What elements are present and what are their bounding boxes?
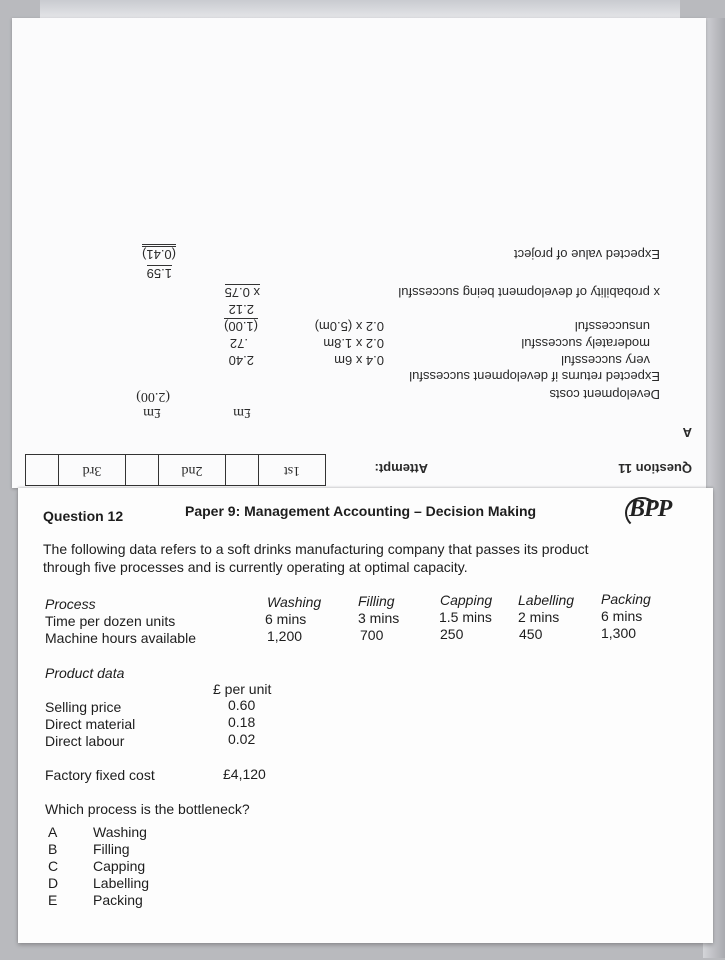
question-text: Which process is the bottleneck? bbox=[45, 801, 250, 817]
process-name: Labelling bbox=[518, 592, 575, 608]
product-data-label: Product data bbox=[45, 665, 125, 681]
question-11-rotated-content bbox=[12, 18, 706, 488]
attempt-3rd: 3rd bbox=[58, 455, 125, 485]
after-probability-value: 1.59 bbox=[146, 266, 172, 281]
option-text: Packing bbox=[93, 892, 143, 908]
attempt-2nd: 2nd bbox=[158, 455, 225, 485]
subtotal-value: 2.12 bbox=[228, 302, 254, 317]
attempt-1st-box bbox=[225, 455, 258, 485]
option-text: Labelling bbox=[93, 875, 150, 891]
process-hours: 1,200 bbox=[267, 628, 303, 644]
question-12-card bbox=[18, 488, 713, 943]
top-card-strip bbox=[40, 0, 680, 19]
process-time: 3 mins bbox=[358, 610, 400, 626]
option-letter: E bbox=[48, 892, 58, 908]
selling-price-label: Selling price bbox=[45, 699, 122, 715]
answer-letter: A bbox=[682, 425, 692, 440]
option-text: Washing bbox=[93, 824, 147, 840]
machine-hours-label: Machine hours available bbox=[45, 630, 196, 646]
development-cost-value: (2.00) bbox=[136, 389, 170, 404]
moderately-label: moderately successful bbox=[521, 336, 650, 351]
process-name: Washing bbox=[267, 594, 322, 610]
process-time: 6 mins bbox=[265, 611, 307, 627]
paper-title: Paper 9: Management Accounting – Decision Making bbox=[185, 503, 537, 519]
expected-value-label: Expected value of project bbox=[514, 247, 660, 262]
process-label: Process bbox=[45, 596, 96, 612]
option-text: Capping bbox=[93, 858, 146, 874]
fixed-cost-value: £4,120 bbox=[223, 766, 266, 782]
process-time: 2 mins bbox=[518, 609, 560, 625]
bpp-logo: BPP bbox=[629, 496, 672, 522]
attempt-1st: 1st bbox=[258, 455, 325, 485]
unsuccessful-label: unsuccessful bbox=[574, 319, 650, 334]
intro-line-2: through five processes and is currently operating at optimal capacity. bbox=[43, 559, 468, 575]
process-name: Filling bbox=[358, 593, 395, 609]
process-hours: 250 bbox=[440, 626, 464, 642]
very-successful-label: very successful bbox=[561, 353, 650, 368]
direct-labour-label: Direct labour bbox=[45, 733, 125, 749]
column-head-1: £m bbox=[233, 405, 251, 420]
option-letter: C bbox=[48, 858, 59, 874]
process-name: Packing bbox=[601, 591, 651, 607]
process-hours: 700 bbox=[360, 627, 384, 643]
question-11-title: Question 11 bbox=[618, 461, 692, 476]
attempt-label: Attempt: bbox=[374, 461, 428, 476]
per-unit-header: £ per unit bbox=[213, 681, 272, 697]
column-head-2: £m bbox=[143, 405, 161, 420]
direct-material-value: 0.18 bbox=[228, 714, 256, 730]
very-successful-calc: 0.4 x 6m bbox=[334, 353, 384, 368]
direct-labour-value: 0.02 bbox=[228, 731, 256, 747]
time-per-dozen-label: Time per dozen units bbox=[45, 613, 176, 629]
dev-costs-label: Development costs bbox=[549, 387, 660, 402]
expected-returns-label: Expected returns if development successful bbox=[409, 369, 660, 384]
option-letter: A bbox=[48, 824, 58, 840]
attempt-grid bbox=[25, 454, 326, 486]
attempt-2nd-box bbox=[125, 455, 158, 485]
process-hours: 450 bbox=[519, 626, 543, 642]
moderately-calc: 0.2 x 1.8m bbox=[323, 336, 384, 351]
direct-material-label: Direct material bbox=[45, 716, 136, 732]
question-title: Question 12 bbox=[43, 508, 124, 524]
unsuccessful-value: (1.00) bbox=[224, 319, 258, 334]
probability-label: x probability of development being successful bbox=[398, 285, 660, 300]
moderately-value: .72 bbox=[229, 336, 248, 351]
process-hours: 1,300 bbox=[601, 625, 637, 641]
unsuccessful-calc: 0.2 x (5.0m) bbox=[314, 319, 384, 334]
probability-value: x 0.75 bbox=[224, 285, 260, 300]
option-letter: D bbox=[48, 875, 59, 891]
process-time: 6 mins bbox=[601, 608, 643, 624]
attempt-3rd-box bbox=[26, 455, 58, 485]
option-letter: B bbox=[48, 841, 58, 857]
selling-price-value: 0.60 bbox=[228, 697, 256, 713]
process-name: Capping bbox=[440, 592, 493, 608]
question-11-card bbox=[12, 18, 706, 488]
process-time: 1.5 mins bbox=[439, 609, 492, 625]
very-successful-value: 2.40 bbox=[228, 353, 254, 368]
intro-line-1: The following data refers to a soft drinks manufacturing company that passes its product bbox=[43, 541, 589, 557]
expected-value: (0.41) bbox=[142, 244, 176, 262]
fixed-cost-label: Factory fixed cost bbox=[45, 767, 155, 783]
option-text: Filling bbox=[93, 841, 130, 857]
